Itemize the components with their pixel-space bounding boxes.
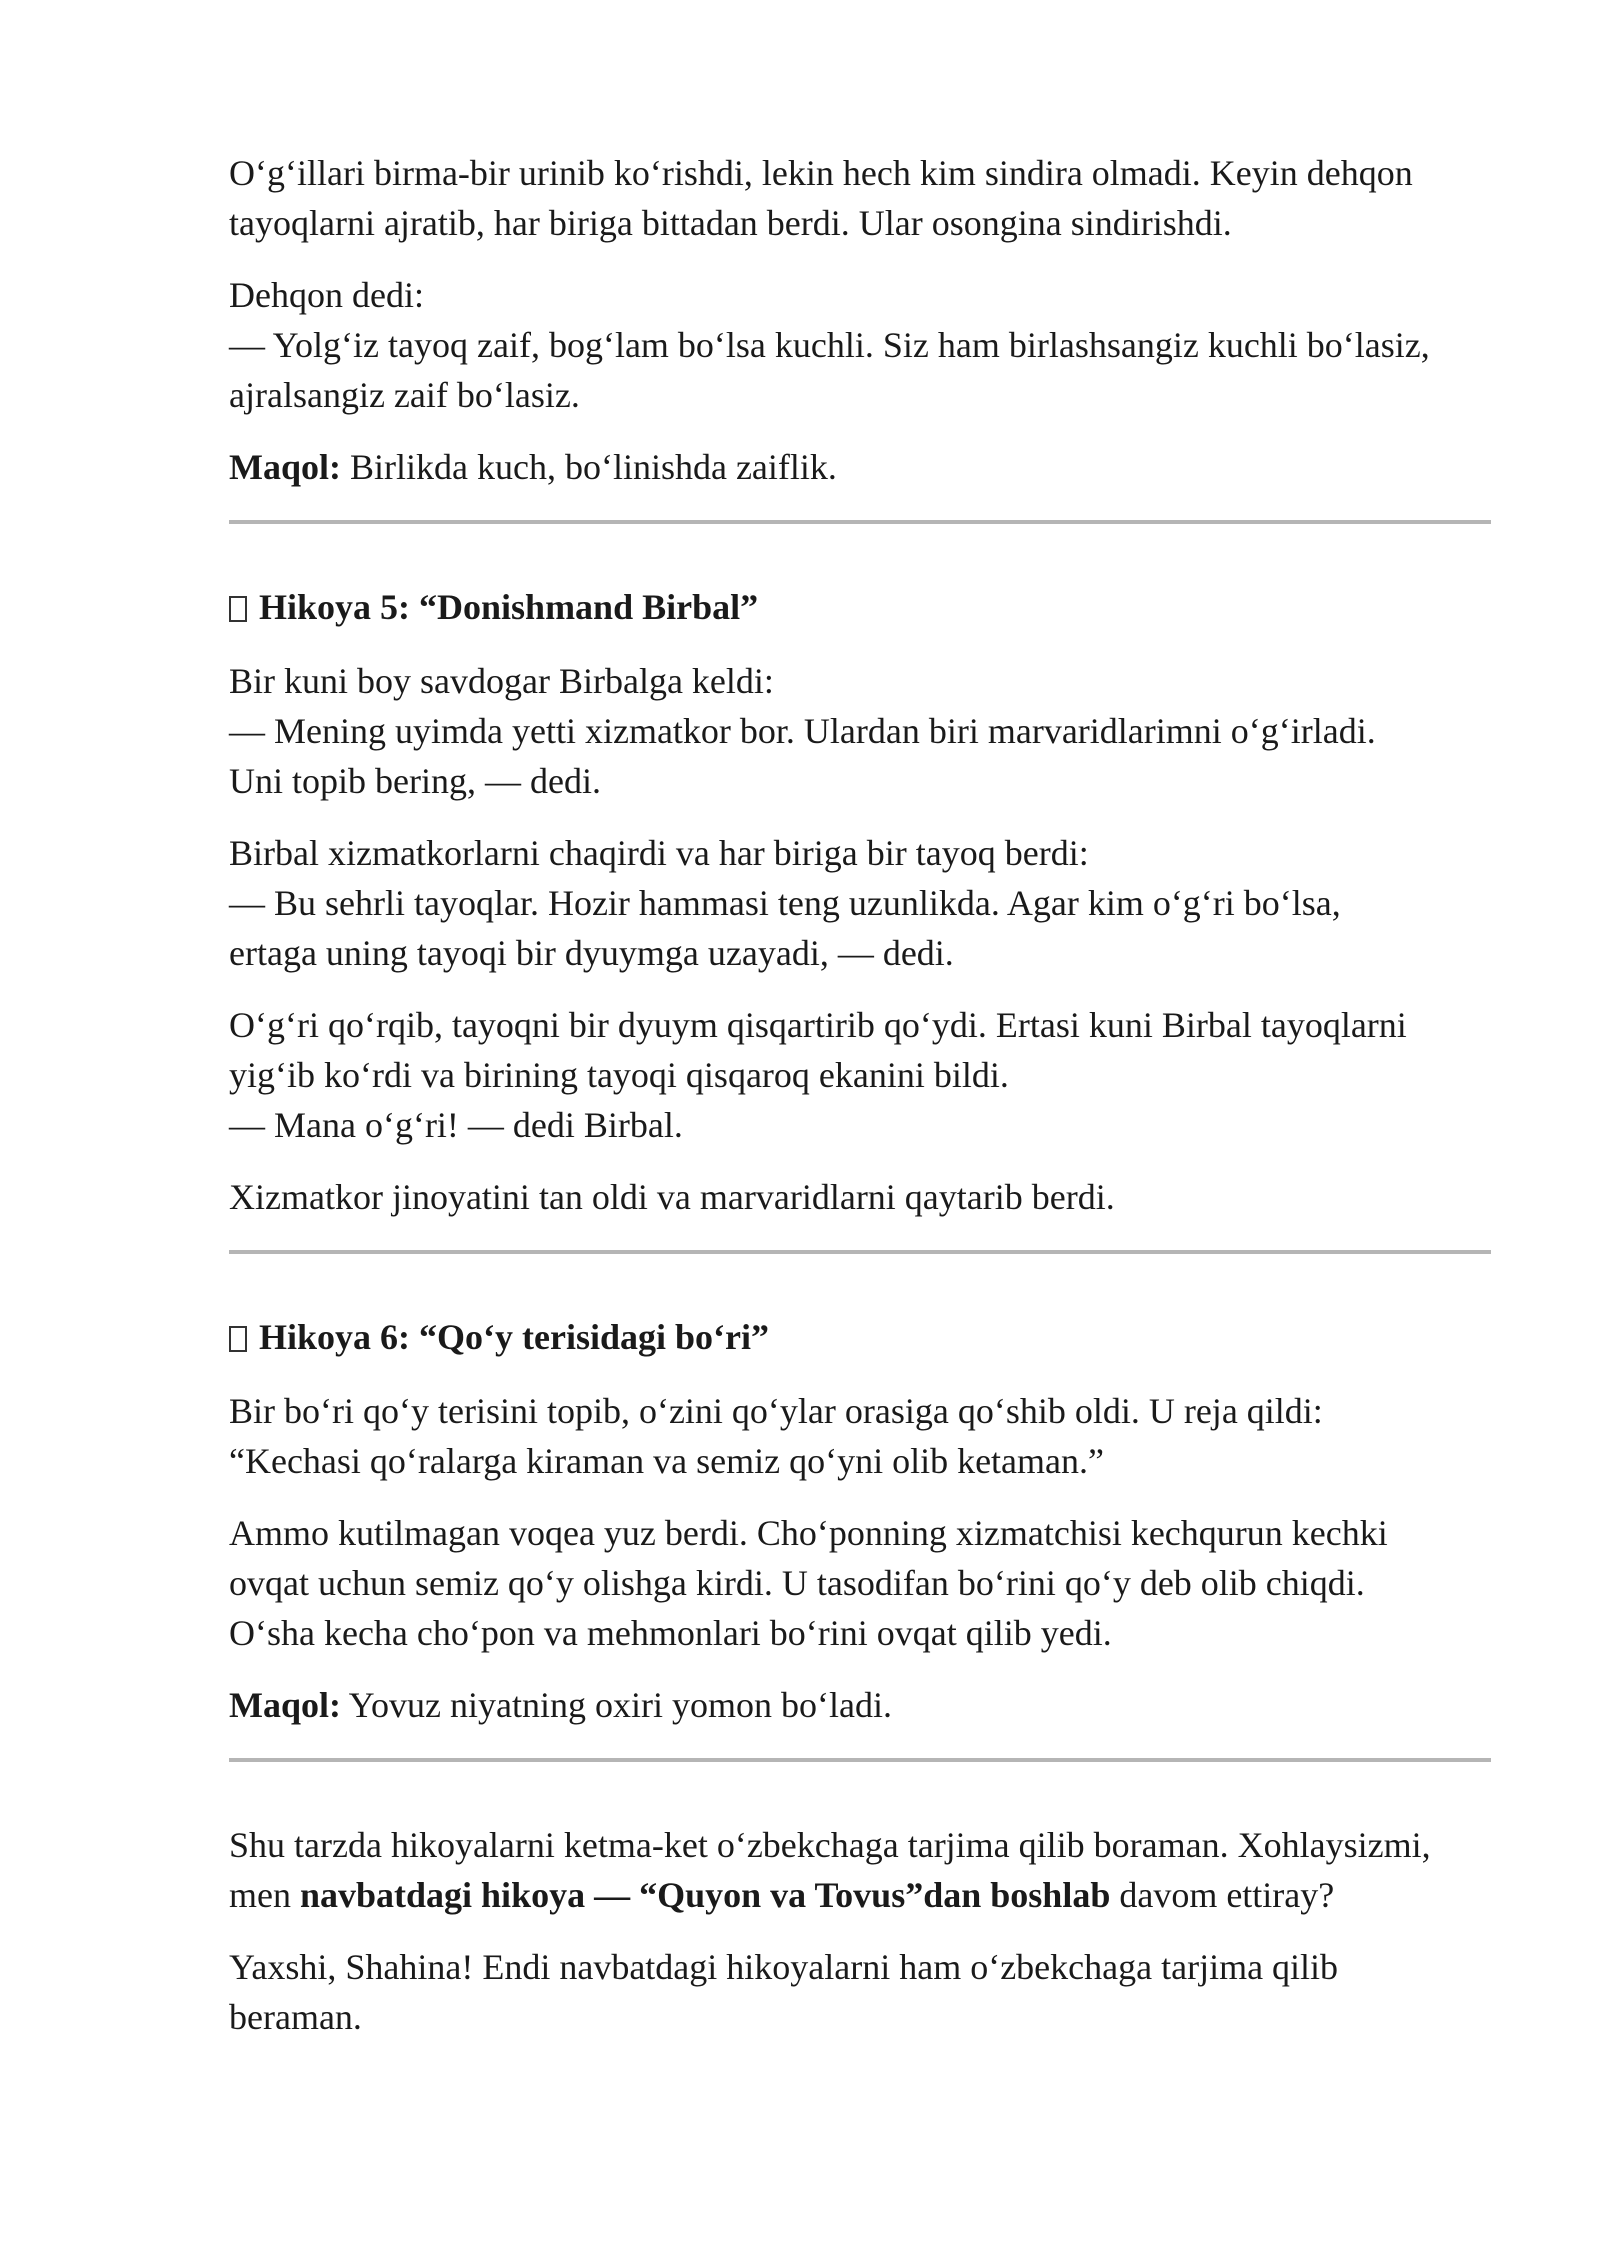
story-5-title: Hikoya 5: “Donishmand Birbal” <box>259 587 759 627</box>
paragraph-confession: Xizmatkor jinoyatini tan oldi va marvaridlarni qaytarib berdi. <box>229 1177 1115 1217</box>
section-divider <box>229 1758 1491 1762</box>
paragraph-wolf-fate: Ammo kutilmagan voqea yuz berdi. Cho‘ponning xizmatchisi kechqurun kechki ovqat uchun semiz qo‘y olishga kirdi. U tasodifan bo‘rini qo‘y deb olib chiqdi. O‘sha kecha cho‘pon va mehmonlari bo‘rini ovqat qilib yedi. <box>229 1513 1388 1653</box>
next-story-emphasis: navbatdagi hikoya — “Quyon va Tovus”dan boshlab <box>299 1875 1111 1915</box>
story-6-heading <box>229 1312 1491 1362</box>
paragraph-merchant: Bir kuni boy savdogar Birbalga keldi: — Mening uyimda yetti xizmatkor bor. Ulardan biri marvaridlarimni o‘g‘irladi. Uni topib bering, — dedi. <box>229 661 1376 801</box>
paragraph-continue-offer: Shu tarzda hikoyalarni ketma-ket o‘zbekchaga tarjima qilib boraman. Xohlaysizmi, men navbatdagi hikoya — “Quyon va Tovus”dan boshlab davom ettiray? <box>229 1825 1431 1915</box>
missing-glyph-box-icon <box>229 596 247 622</box>
proverb-label: Maqol: <box>229 447 341 487</box>
story-6-title: Hikoya 6: “Qo‘y terisidagi bo‘ri” <box>259 1317 769 1357</box>
proverb-text: Yovuz niyatning oxiri yomon bo‘ladi. <box>341 1685 892 1725</box>
paragraph-wolf-plan: Bir bo‘ri qo‘y terisini topib, o‘zini qo‘ylar orasiga qo‘shib oldi. U reja qildi: “Kechasi qo‘ralarga kiraman va semiz qo‘yni olib ketaman.” <box>229 1391 1323 1481</box>
paragraph-reply: Yaxshi, Shahina! Endi navbatdagi hikoyalarni ham o‘zbekchaga tarjima qilib beraman. <box>229 1947 1339 2037</box>
paragraph-thief-found: O‘g‘ri qo‘rqib, tayoqni bir dyuym qisqartirib qo‘ydi. Ertasi kuni Birbal tayoqlarni yig‘ib ko‘rdi va birining tayoqi qisqaroq ekanini bildi. — Mana o‘g‘ri! — dedi Birbal. <box>229 1005 1407 1145</box>
story-5-heading <box>229 582 1491 632</box>
section-divider <box>229 520 1491 524</box>
paragraph-sons-try: O‘g‘illari birma-bir urinib ko‘rishdi, lekin hech kim sindira olmadi. Keyin dehqon tayoqlarni ajratib, har biriga bittadan berdi. Ular osongina sindirishdi. <box>229 153 1413 243</box>
proverb-label: Maqol: <box>229 1685 341 1725</box>
missing-glyph-box-icon <box>229 1326 247 1352</box>
proverb-text: Birlikda kuch, bo‘linishda zaiflik. <box>341 447 837 487</box>
proverb-evil-intent <box>229 1680 1491 1730</box>
proverb-unity <box>229 442 1491 492</box>
document-content <box>229 148 1491 2042</box>
paragraph-birbal-sticks: Birbal xizmatkorlarni chaqirdi va har biriga bir tayoq berdi: — Bu sehrli tayoqlar. Hozir hammasi teng uzunlikda. Agar kim o‘g‘ri bo‘lsa, ertaga uning tayoqi bir dyuymga uzayadi, — dedi. <box>229 833 1341 973</box>
section-divider <box>229 1250 1491 1254</box>
paragraph-farmer-said: Dehqon dedi: — Yolg‘iz tayoq zaif, bog‘lam bo‘lsa kuchli. Siz ham birlashsangiz kuchli bo‘lasiz, ajralsangiz zaif bo‘lasiz. <box>229 275 1430 415</box>
